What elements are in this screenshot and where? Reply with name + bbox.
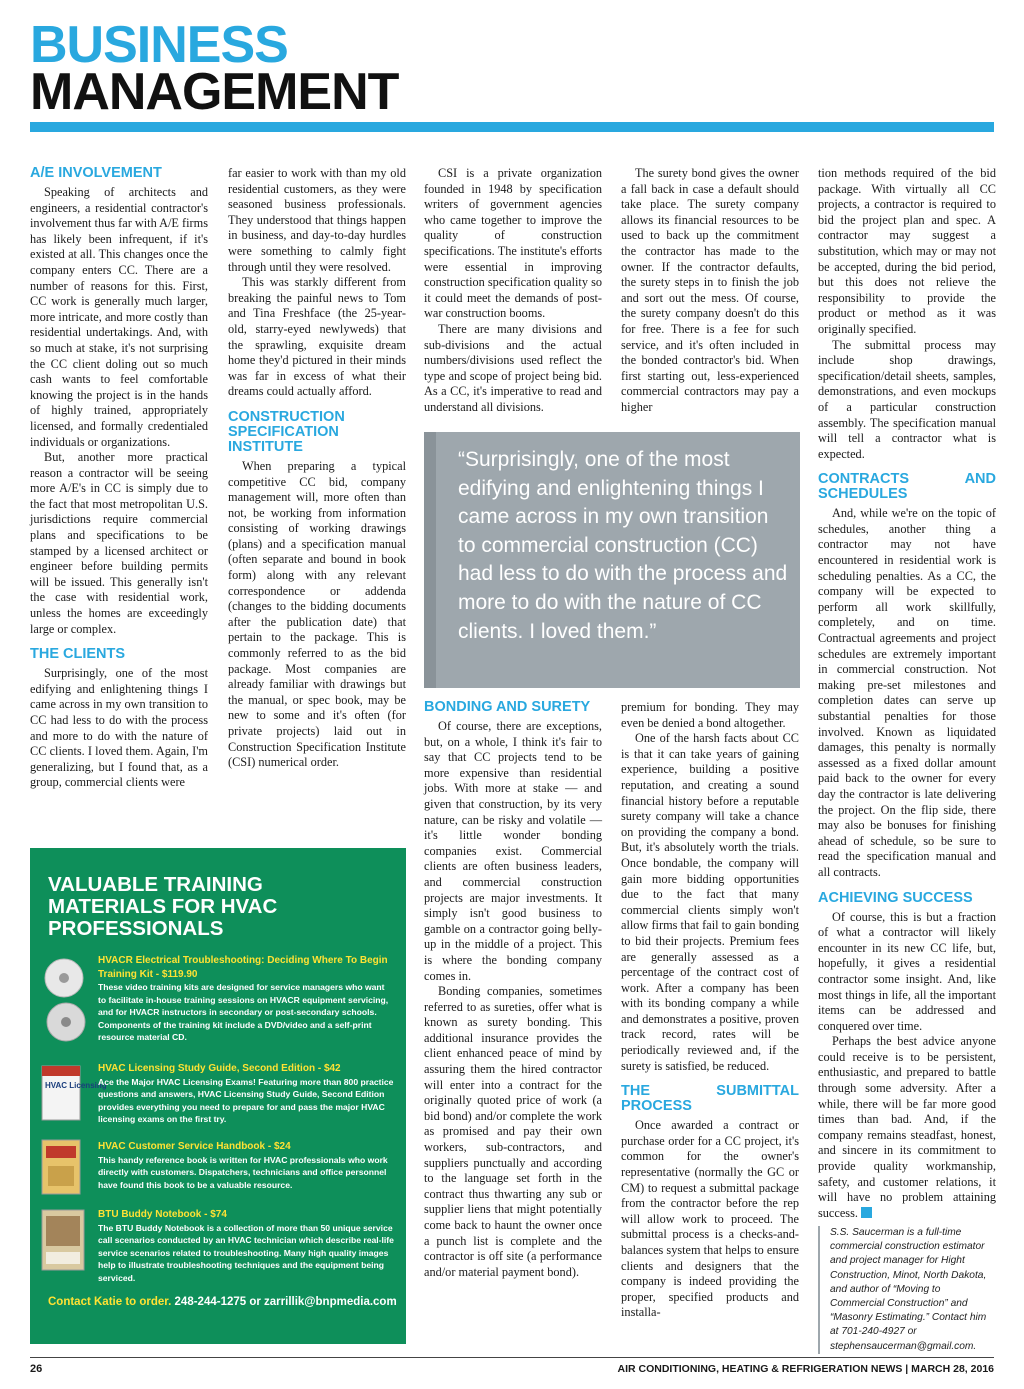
ad-item-2: [98, 1062, 394, 1126]
subhead-success: ACHIEVING SUCCESS: [818, 889, 973, 906]
ad-item-body: This handy reference book is written for HVAC professionals who work directly with customers. Dispatchers, technicians and office personnel have found this book to be a valuable resource.: [98, 1154, 388, 1190]
ad-item-body: The BTU Buddy Notebook is a collection of more than 50 unique service call scenarios conducted by an HVAC technician which describe real-life service scenarios related to troubleshooting. Many high quality images help to illustrate troubleshooting techniques and the equipment being serviced.: [98, 1222, 394, 1283]
subhead-bonding: BONDING AND SURETY: [424, 699, 591, 715]
paragraph: CSI is a private organization founded in 1948 by specification writers of government agencies who came together to improve the quality of construction specifications. The institute's efforts were essential in improving construction specification quality so it could meet the demands of post-war construction booms.: [424, 166, 602, 321]
column-3-lower: [424, 700, 602, 1280]
pull-quote-text: “Surprisingly, one of the most edifying and enlightening things I came across in my own transition to commercial construction (CC) had less to do with the process and more to do with the nature of CC clients. I loved them.”: [458, 448, 788, 643]
book-cover-icon: [40, 1138, 84, 1198]
paragraph: tion methods required of the bid package. With virtually all CC projects, a contractor is required to bid the project plan and spec. A contractor may suggest a substitution, which may or may not be accepted, during the bid period, but this does not relieve the responsibility to provide the product or method as it was originally specified.: [818, 166, 996, 336]
ad-item-body: Ace the Major HVAC Licensing Exams! Featuring more than 800 practice questions and answers, HVAC Licensing Study Guide, Second Edition provides everything you need to prepare for and pass the major HVAC licensing exams on the first try.: [98, 1076, 394, 1124]
footer-publication: AIR CONDITIONING, HEATING & REFRIGERATION NEWS | MARCH 28, 2016: [617, 1363, 994, 1375]
paragraph: The surety bond gives the owner a fall back in case a default should take place. The surety company allows its financial resources to be used to back up the commitment the contractor has made to the owner. If the contractor defaults, the surety steps in to finish the job and sort out the mess. Of course, the surety company doesn't do this for free. There is a fee for such service, and it's often included in the bonded contractor's bid. When first starting out, less-experienced commercial contractors may pay a higher: [621, 166, 799, 414]
ad-contact-lead: Contact Katie to order.: [48, 1296, 172, 1308]
end-mark-icon: [861, 1207, 872, 1218]
paragraph: [818, 1034, 996, 1221]
ad-item-heading: BTU Buddy Notebook - $74: [98, 1209, 227, 1220]
paragraph: Of course, this is but a fraction of what a contractor will likely encounter in its new CC life, but, hopefully, it gives a residential contractor some insight. And, like most things in life, all the important items can be addressed and conquered over time.: [818, 909, 996, 1033]
ad-item-4: [98, 1208, 394, 1284]
paragraph: There are many divisions and sub-divisions and the actual numbers/divisions used reflect the type and scope of project being bid. As a CC, it's imperative to read and understand all divisions.: [424, 321, 602, 414]
author-bio: S.S. Saucerman is a full-time commercial construction estimator and project manager for Hight Construction, Minot, North Dakota, and author of “Moving to Commercial Construction” and “Masonry Estimating.” Contact him at 701-240-4927 or stephensaucerman@gmail.com.: [818, 1226, 996, 1354]
book-cover-icon: [40, 1064, 107, 1124]
header-rule: [30, 122, 994, 132]
column-3-upper: [424, 166, 602, 416]
paragraph: When preparing a typical competitive CC bid, company management will, more often than not, be working from information consisting of working drawings (plans) and a specification manual (often separate and bound in book form) along with any relevant correspondence or addenda (changes to the bidding documents after the publication date) that pertain to the package. This is commonly referred to as the bid package. Most companies are already familiar with drawings but the manual, or spec book, may be new to some and it's often (for private projects) laid out in Construction Specification Institute (CSI) numerical order.: [228, 458, 406, 770]
column-4-lower: [621, 700, 799, 1321]
subhead-the-clients: THE CLIENTS: [30, 646, 126, 663]
ad-contact-info[interactable]: 248-244-1275 or zarrillik@bnpmedia.com: [174, 1296, 397, 1308]
notebook-icon: [40, 1208, 88, 1274]
ad-item-3: [98, 1140, 394, 1191]
paragraph: premium for bonding. They may even be denied a bond altogether.: [621, 700, 799, 730]
ad-item-1: [98, 954, 394, 1044]
column-2: [228, 166, 406, 771]
subhead-submittal: THE SUBMITTAL PROCESS: [621, 1083, 799, 1115]
paragraph: Surprisingly, one of the most edifying and enlightening things I came across in my own transition to CC had less to do with the process and more to do with the nature of CC clients. I loved them. Again, I'm generalizing, but I found that, as a group, commercial clients were: [30, 666, 208, 790]
paragraph: Once awarded a contract or purchase order for a CC project, it's common for the owner's representative (normally the GC or CM) to request a submittal package from the contractor before the rep will allow work to proceed. The submittal process is a checks-and-balances system that helps to ensure clients and designers that the company is indeed providing the proper, specified products and installa-: [621, 1118, 799, 1320]
paragraph: And, while we're on the topic of schedules, another thing a contractor may not have encountered in residential work is scheduling penalties. As a CC, the company will be expected to perform all work skillfully, completely, and on time. Contractual agreements and project schedules are extremely important in commercial construction. Not making pre-set milestones and completion dates can serve up substantial penalties for those involved. Known as liquidated damages, this penalty is normally assessed as a fixed dollar amount paid back to the owner for every day the contractor is late delivering the project. On the flip side, there may also be bonuses for finishing ahead of schedule, so be sure to read the specification manual and all contracts.: [818, 506, 996, 879]
page-number: 26: [30, 1363, 43, 1375]
subhead-contracts: CONTRACTS AND SCHEDULES: [818, 471, 996, 503]
advertisement[interactable]: [30, 848, 406, 1344]
paragraph: Speaking of architects and engineers, a residential contractor's involvement thus far with A/E firms has likely been infrequent, if it's existed at all. This changes once the company enters CC. There are a number of reasons for this. First, CC work is generally much larger, more intricate, and more costly than residential undertakings. And, with so much at stake, it's not surprising the CC client doling out so much cash wants to feel comfortable knowing the project is in the hands of highly trained, appropriately licensed, and formally credentialed individuals or organizations.: [30, 185, 208, 449]
paragraph: Bonding companies, sometimes referred to as sureties, offer what is known as surety bonding. This additional insurance provides the client enhanced peace of mind by assuring them the hired contractor will enter into a contract for the originally quoted price of work (a bid bond) and/or complete the work as promised and pay their own workers, sub-contractors, and suppliers punctually and according to the language set forth in the contract thus thwarting any sub or supplier liens that might potentially come back to haunt the owner once a punch list is complete and the contractor is off site (a performance and/or material payment bond).: [424, 984, 602, 1279]
paragraph: But, another more practical reason a contractor will be seeing more A/E's in CC is simply due to the fact that most metropolitan U.S. jurisdictions require commercial plans and specifications to be stamped by a licensed architect or engineer before building permits will be issued. This generally isn't the case with residential work, unless the homes are exceedingly large or complex.: [30, 450, 208, 636]
book-label: HVAC Licensing: [45, 1081, 107, 1090]
paragraph: Of course, there are exceptions, but, on a whole, I think it's fair to say that CC projects tend to be more expensive than residential jobs. With more at stake — and given that construction, by its very nature, can be risky and volatile — it's little wonder bonding companies exist. Commercial clients are often business leaders, and commercial construction projects are major investments. It simply isn't good business to gamble on a contractor going belly-up in the middle of a project. This is where the bonding company comes in.: [424, 719, 602, 983]
dvd-disc-icon: [40, 958, 92, 1048]
ad-contact[interactable]: [48, 1296, 397, 1308]
paragraph-text: Perhaps the best advice anyone could receive is to be persistent, enthusiastic, and prepared to battle through some adversity. After a while, there will be far more good times than bad. And, if the company remains steadfast, honest, and sincere in its commitment to provide quality workmanship, safety, and customer relations, it will have no problem attaining success.: [818, 1034, 996, 1220]
header-line-business: BUSINESS: [30, 16, 288, 74]
ad-item-heading: HVAC Licensing Study Guide, Second Edition - $42: [98, 1063, 341, 1074]
paragraph: One of the harsh facts about CC is that it can take years of gaining experience, building a positive reputation, and creating a sound financial history before a reputable surety company will take a chance on providing the company a bond. But, it's absolutely worth the trials. Once bondable, the company will gain more bidding opportunities due to the fact that many commercial clients simply won't allow firms that fail to gain bonding to bid their projects. Premium fees are generally assessed as a percentage of the contract cost of work. After a company has been with its bonding company a while and demonstrates a positive, proven track record, rates will be periodically reviewed and, if the surety is satisfied, be reduced.: [621, 731, 799, 1073]
paragraph: far easier to work with than my old residential customers, as they were seasoned business professionals. They understood that things happen in business, and day-to-day hurdles were something to calmly fight through until they were resolved.: [228, 166, 406, 274]
ad-title: VALUABLE TRAINING MATERIALS FOR HVAC PROFESSIONALS: [48, 873, 278, 940]
column-1: [30, 166, 208, 791]
subhead-ae-involvement: A/E INVOLVEMENT: [30, 165, 162, 181]
ad-item-heading: HVAC Customer Service Handbook - $24: [98, 1141, 291, 1152]
header-line-management: MANAGEMENT: [30, 62, 399, 121]
paragraph: This was starkly different from breaking the painful news to Tom and Tina Freshface (the 25-year-old, starry-eyed newlyweds) that the sprawling, exquisite dream home they'd pictured in their minds was far in excess of what their dreams could actually afford.: [228, 275, 406, 399]
paragraph: The submittal process may include shop drawings, specification/detail sheets, samples, demonstrations, and even mockups of a particular construction assembly. The specification manual will tell a contractor what is expected.: [818, 337, 996, 461]
pull-quote-bar: [424, 432, 436, 688]
ad-item-heading: HVACR Electrical Troubleshooting: Deciding Where To Begin Training Kit - $119.90: [98, 955, 388, 980]
pull-quote: [424, 432, 800, 688]
column-5: [818, 166, 996, 1221]
section-header: [30, 16, 399, 121]
subhead-csi: CONSTRUCTION SPECIFICATION INSTITUTE: [228, 408, 345, 455]
ad-item-body: These video training kits are designed for service managers who want to facilitate in-house training sessions on HVACR equipment servicing, and for HVACR instructors in secondary or post-secondary schools. Components of the training kit include a DVD/video and a self-print resource material CD.: [98, 982, 389, 1042]
column-4-upper: [621, 166, 799, 416]
footer-rule: [30, 1357, 994, 1358]
